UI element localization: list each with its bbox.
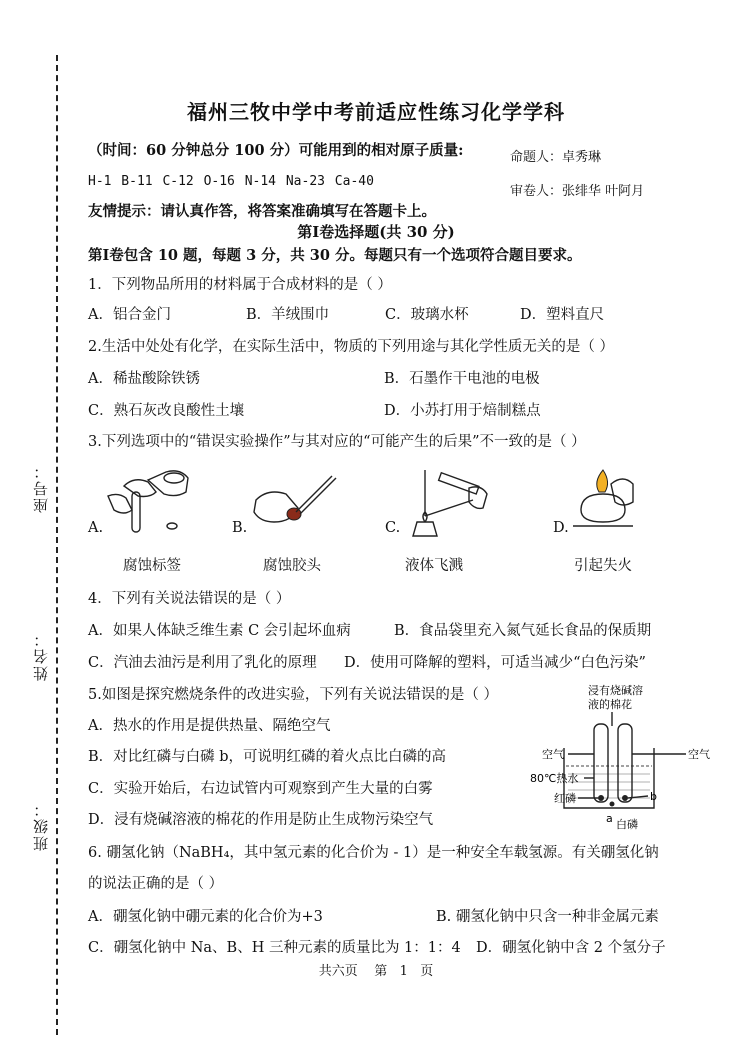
q6-option-a: A．硼氢化钠中硼元素的化合价为+3 bbox=[88, 909, 323, 925]
q1-stem: 1．下列物品所用的材料属于合成材料的是（ ） bbox=[88, 277, 392, 293]
q1-option-c: C．玻璃水杯 bbox=[385, 307, 469, 323]
fig-cotton-label-1: 浸有烧碱溶 bbox=[588, 684, 643, 697]
q4-option-c: C．汽油去油污是利用了乳化的原理 bbox=[88, 655, 317, 671]
q2-option-b: B．石墨作干电池的电极 bbox=[384, 371, 540, 387]
q2-option-c: C．熟石灰改良酸性土壤 bbox=[88, 403, 245, 419]
q6-stem-line1: 6. 硼氢化钠（NaBH₄，其中氢元素的化合价为 - 1）是一种安全车载氢源。有关硼氢化钠 bbox=[88, 845, 659, 861]
fig-cotton-label-2: 液的棉花 bbox=[588, 698, 632, 711]
q2-option-a: A．稀盐酸除铁锈 bbox=[88, 371, 200, 387]
q1-option-b: B．羊绒围巾 bbox=[246, 307, 330, 323]
setter-line: 命题人：卓秀琳 bbox=[510, 150, 602, 165]
section-title: 第Ⅰ卷选择题(共 30 分) bbox=[297, 223, 455, 241]
page-footer: 共六页 第 1 页 bbox=[318, 964, 434, 979]
fig-water-label: 80℃热水 bbox=[530, 772, 579, 785]
fig-white-phosphorus-b bbox=[622, 795, 628, 801]
class-label: 班级： bbox=[32, 800, 50, 851]
name-label: 姓名： bbox=[32, 630, 50, 681]
q4-option-d: D．使用可降解的塑料，可适当减少“白色污染” bbox=[344, 655, 646, 671]
section-intro: 第Ⅰ卷包含 10 题，每题 3 分，共 30 分。每题只有一个选项符合题目要求。 bbox=[88, 247, 582, 264]
q2-option-d: D．小苏打用于焙制糕点 bbox=[384, 403, 541, 419]
q3-stem: 3.下列选项中的“错误实验操作”与其对应的“可能产生的后果”不一致的是（ ） bbox=[88, 434, 586, 450]
q3-figure-b-dropper bbox=[250, 470, 340, 540]
q3-option-b-label: B. bbox=[232, 520, 248, 536]
atomic-masses: H-1 B-11 C-12 O-16 N-14 Na-23 Ca-40 bbox=[88, 174, 374, 189]
q1-option-a: A．铝合金门 bbox=[88, 307, 171, 323]
reviewer-line: 审卷人：张绯华 叶阿月 bbox=[510, 184, 645, 199]
q5-figure-combustion-apparatus bbox=[528, 682, 728, 832]
page-title: 福州三牧中学中考前适应性练习化学学科 bbox=[187, 100, 565, 124]
q1-option-d: D．塑料直尺 bbox=[520, 307, 605, 323]
fig-red-p-label: 红磷 bbox=[554, 792, 576, 805]
q3-figure-d-lamp bbox=[565, 464, 645, 542]
fig-air-right-label: 空气 bbox=[688, 748, 710, 761]
q3-caption-a: 腐蚀标签 bbox=[123, 558, 181, 574]
friendly-tip: 友情提示：请认真作答，将答案准确填写在答题卡上。 bbox=[88, 203, 436, 220]
q3-caption-c: 液体飞溅 bbox=[405, 558, 463, 574]
q3-figure-c-heating bbox=[395, 464, 495, 542]
q4-option-a: A．如果人体缺乏维生素 C 会引起坏血病 bbox=[88, 623, 351, 639]
fig-red-phosphorus-a bbox=[598, 795, 604, 801]
q5-option-a: A．热水的作用是提供热量、隔绝空气 bbox=[88, 718, 331, 734]
fig-white-p-label: 白磷 bbox=[616, 818, 638, 831]
q5-option-d: D．浸有烧碱溶液的棉花的作用是防止生成物污染空气 bbox=[88, 812, 434, 828]
q6-stem-line2: 的说法正确的是（ ） bbox=[88, 876, 224, 892]
q6-option-b: B. 硼氢化钠中只含一种非金属元素 bbox=[436, 909, 659, 925]
fig-b-label: b bbox=[650, 790, 657, 803]
q3-caption-b: 腐蚀胶头 bbox=[263, 558, 321, 574]
q4-stem: 4．下列有关说法错误的是（ ） bbox=[88, 591, 291, 607]
seat-label: 座号： bbox=[32, 462, 50, 513]
q3-option-a-label: A. bbox=[88, 520, 104, 536]
q5-option-c: C．实验开始后，右边试管内可观察到产生大量的白雾 bbox=[88, 781, 433, 797]
fig-white-phosphorus-water bbox=[610, 802, 615, 807]
binding-dashed-line bbox=[56, 55, 58, 1035]
fig-a-label: a bbox=[606, 812, 613, 825]
q6-option-d: D．硼氢化钠中含 2 个氢分子 bbox=[476, 940, 666, 956]
q5-option-b: B．对比红磷与白磷 b，可说明红磷的着火点比白磷的高 bbox=[88, 749, 447, 765]
q2-stem: 2.生活中处处有化学，在实际生活中，物质的下列用途与其化学性质无关的是（ ） bbox=[88, 339, 614, 355]
q4-option-b: B．食品袋里充入氮气延长食品的保质期 bbox=[394, 623, 652, 639]
fig-air-left-label: 空气 bbox=[542, 748, 564, 761]
q3-option-c-label: C. bbox=[385, 520, 401, 536]
q3-figure-a-pouring bbox=[104, 466, 204, 542]
time-line: （时间：60 分钟总分 100 分）可能用到的相对原子质量: bbox=[88, 142, 464, 159]
q6-option-c: C．硼氢化钠中 Na、B、H 三种元素的质量比为 1：1：4 bbox=[88, 940, 461, 956]
q3-caption-d: 引起失火 bbox=[574, 558, 632, 574]
q3-option-d-label: D. bbox=[553, 520, 569, 536]
q5-stem: 5.如图是探究燃烧条件的改进实验，下列有关说法错误的是（ ） bbox=[88, 687, 498, 703]
